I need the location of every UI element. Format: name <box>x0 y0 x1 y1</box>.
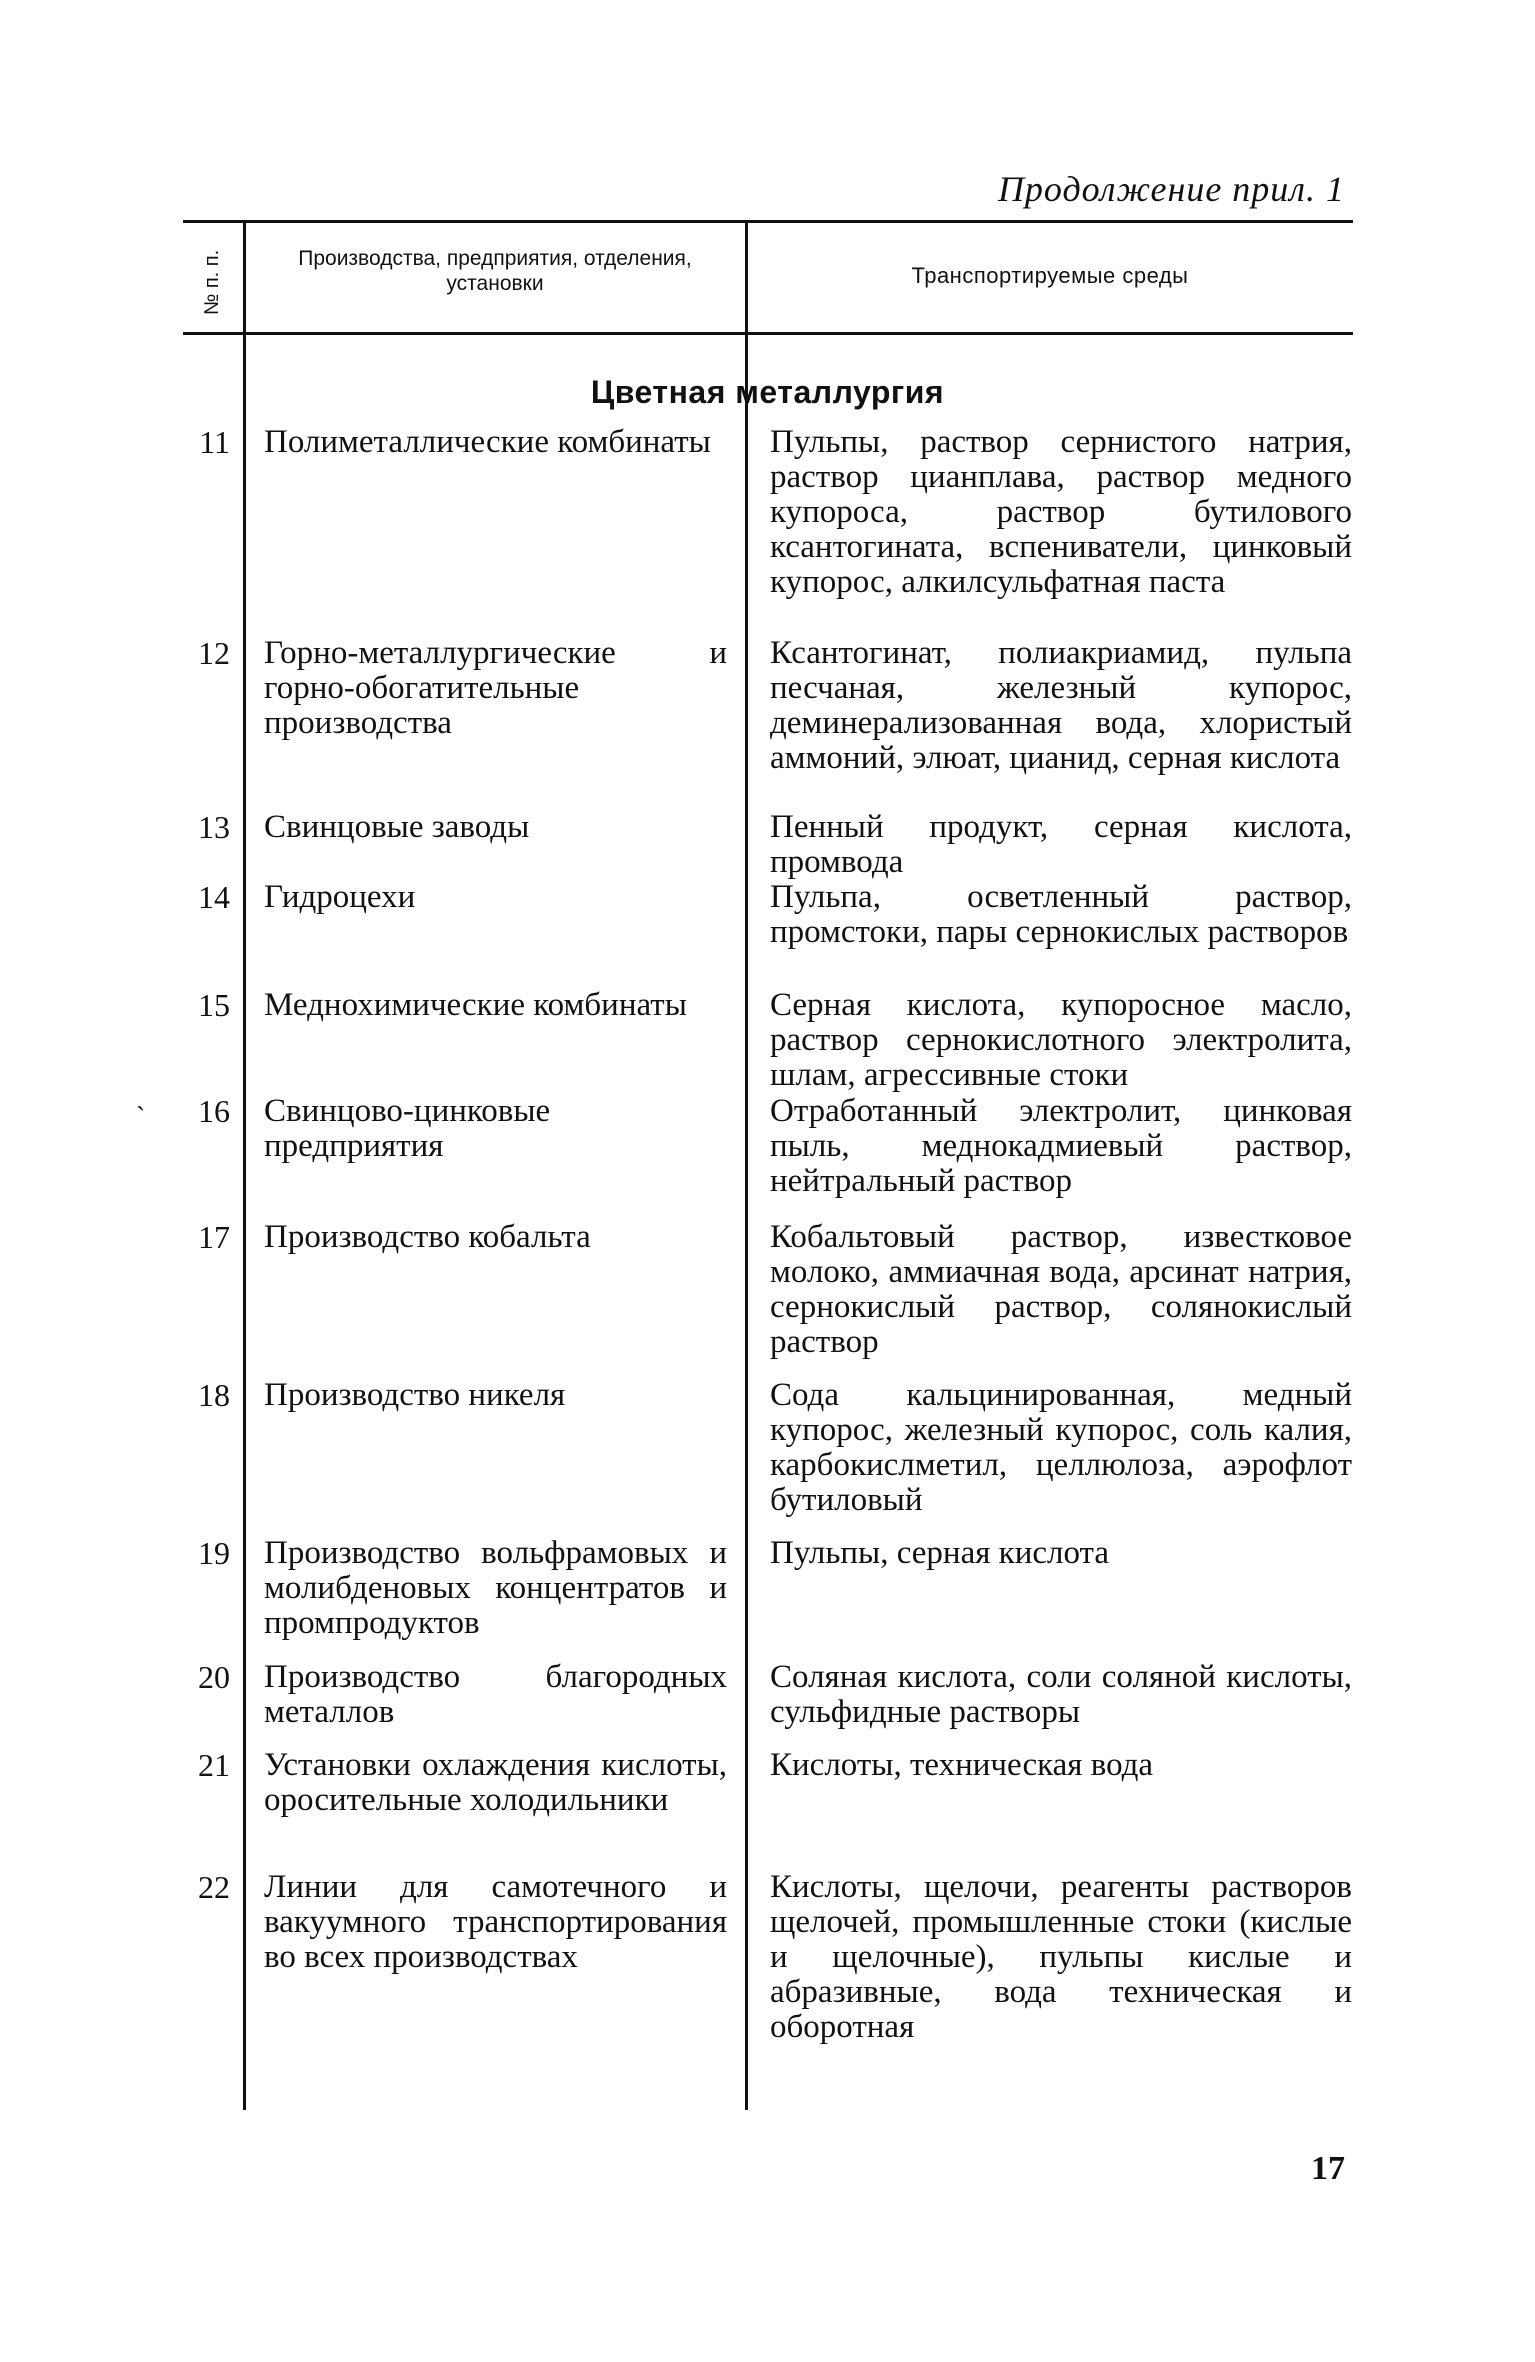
column-divider-1 <box>243 222 246 2110</box>
row-number: 14 <box>198 879 230 915</box>
row-media: Пульпы, раствор сернистого натрия, раствор цианплава, раствор медного купороса, раствор бутилового ксантогината, вспениватели, цинковый купорос, алкилсульфатная паста <box>770 424 1352 600</box>
row-number: 20 <box>198 1659 230 1695</box>
row-media: Ксантогинат, полиакриамид, пульпа песчаная, железный купорос, деминерализованная вода, хлористый аммоний, элюат, цианид, серная кислота <box>770 635 1352 776</box>
row-media: Пульпы, серная кислота <box>770 1535 1110 1571</box>
row-number: 21 <box>198 1747 230 1783</box>
row-media: Кислоты, техническая вода <box>770 1747 1154 1783</box>
row-number: 19 <box>198 1535 230 1571</box>
row-number: 22 <box>198 1869 230 1905</box>
stray-mark: ˋ <box>136 1102 146 1133</box>
row-number: 11 <box>199 424 230 460</box>
row-media: Серная кислота, купоросное масло, раствор сернокислотного электролита, шлам, агрессивные стоки <box>770 987 1352 1093</box>
row-number: 13 <box>198 809 230 845</box>
column-divider-2 <box>745 222 748 2110</box>
row-number: 18 <box>198 1377 230 1413</box>
row-media: Сода кальцинированная, медный купорос, железный купорос, соль калия, карбокислметил, целлюлоза, аэрофлот бутиловый <box>770 1377 1352 1518</box>
row-production: Полиметаллические комбинаты <box>264 424 711 460</box>
row-media: Пенный продукт, серная кислота, промвода <box>770 809 1352 880</box>
row-number: 17 <box>198 1219 230 1255</box>
header-top-rule <box>183 220 1353 223</box>
row-production: Горно-металлургические и горно-обогатительные производства <box>264 635 727 741</box>
row-media: Соляная кислота, соли соляной кислоты, сульфидные растворы <box>770 1659 1352 1730</box>
row-media: Кислоты, щелочи, реагенты растворов щелочей, промышленные стоки (кислые и щелочные), пульпы кислые и абразивные, вода техническая и оборотная <box>770 1869 1352 2045</box>
section-title: Цветная металлургия <box>590 374 945 410</box>
row-production: Линии для самотечного и вакуумного транспортирования во всех производствах <box>264 1869 727 1975</box>
row-production: Производство никеля <box>264 1377 566 1413</box>
row-production: Производство вольфрамовых и молибденовых концентратов и промпродуктов <box>264 1535 727 1641</box>
column-header-number: № п. п. <box>201 249 224 315</box>
row-number: 15 <box>198 987 230 1023</box>
row-media: Отработанный электролит, цинковая пыль, меднокадмиевый раствор, нейтральный раствор <box>770 1093 1352 1199</box>
row-media: Кобальтовый раствор, известковое молоко, аммиачная вода, арсинат натрия, сернокислый раствор, солянокислый раствор <box>770 1219 1352 1360</box>
page-number: 17 <box>1311 2150 1345 2187</box>
row-production: Установки охлаждения кислоты, оросительные холодильники <box>264 1747 727 1818</box>
row-production: Производство благородных металлов <box>264 1659 727 1730</box>
row-number: 12 <box>198 635 230 671</box>
row-media: Пульпа, осветленный раствор, промстоки, пары сернокислых растворов <box>770 879 1352 950</box>
row-production: Гидроцехи <box>264 879 416 915</box>
column-header-media: Транспортируемые среды <box>911 263 1189 288</box>
continuation-note: Продолжение прил. 1 <box>997 169 1345 209</box>
header-bottom-rule <box>183 332 1353 335</box>
row-production: Свинцово-цинковые предприятия <box>264 1093 551 1164</box>
row-number: 16 <box>198 1093 230 1129</box>
row-production: Свинцовые заводы <box>264 809 530 845</box>
row-production: Производство кобальта <box>264 1219 591 1255</box>
row-production: Меднохимические комбинаты <box>264 987 687 1023</box>
column-header-production: Производства, предприятия, отделения, установки <box>298 247 692 295</box>
